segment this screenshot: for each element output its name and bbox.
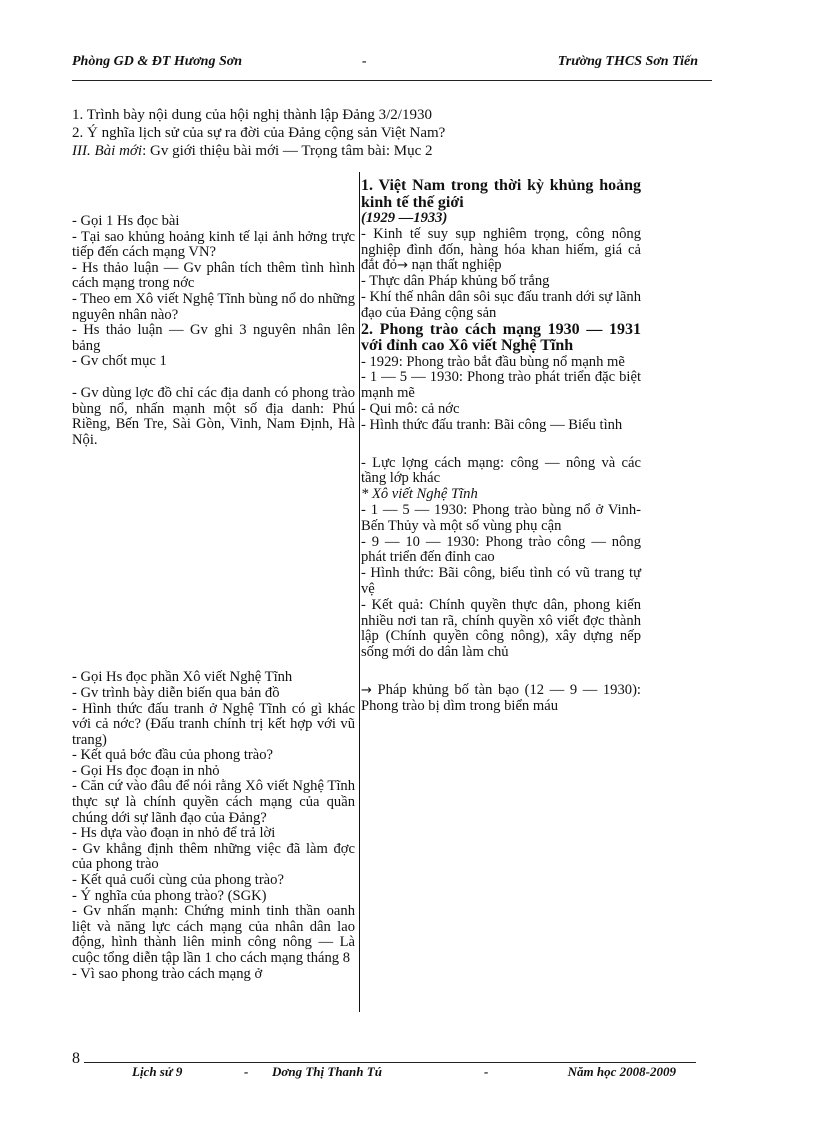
activity-item: - Gọi Hs đọc đoạn in nhỏ — [72, 762, 220, 779]
page-footer — [84, 1064, 696, 1084]
section-2-title: 2. Phong trào cách mạng 1930 — 1931 với đỉnh cao Xô viết Nghệ Tĩnh — [361, 320, 641, 355]
content-item — [361, 227, 641, 274]
footer-school-year: Năm học 2008-2009 — [567, 1064, 676, 1079]
activity-item: - Gv dùng lợc đồ chỉ các địa danh có phong trào bùng nổ, nhấn mạnh một số địa danh: Phú Riềng, Bến Tre, Sài Gòn, Vinh, Nam Định, Hà Nội. — [72, 384, 355, 448]
content-item-text: - Kinh tế suy sụp nghiêm trọng, công nông nghiệp đình đốn, hàng hóa khan hiếm, giá cả đắt đỏ — [361, 225, 641, 274]
column-divider — [359, 172, 360, 1012]
content-item: - Hình thức đấu tranh: Bãi công — Biểu tình — [361, 416, 623, 433]
activity-item: - Kết quả bớc đầu của phong trào? — [72, 747, 274, 764]
footer-divider — [84, 1062, 696, 1063]
content-item: - Qui mô: cả nớc — [361, 400, 460, 417]
activity-item: - Gv khẳng định thêm những việc đã làm đợc của phong trào — [72, 840, 355, 873]
question-1: 1. Trình bày nội dung của hội nghị thành lập Đảng 3/2/1930 — [72, 107, 432, 123]
activity-item: - Tại sao khủng hoảng kinh tế lại ảnh hởng trực tiếp đến cách mạng VN? — [72, 228, 355, 261]
footer-separator: - — [484, 1064, 489, 1079]
activity-item: - Hs thảo luận — Gv ghi 3 nguyên nhân lên bảng — [72, 322, 355, 354]
lesson-content-column — [361, 178, 641, 715]
activity-item: - Hs thảo luận — Gv phân tích thêm tình hình cách mạng trong nớc — [72, 259, 355, 292]
activity-item: - Theo em Xô viết Nghệ Tĩnh bùng nổ do những nguyên nhân nào? — [72, 290, 355, 323]
content-item: - Hình thức: Bãi công, biểu tình có vũ trang tự vệ — [361, 565, 641, 597]
teacher-activities-column — [72, 214, 355, 982]
footer-subject: Lịch sử 9 — [132, 1064, 183, 1079]
activity-item: - Gv chốt mục 1 — [72, 353, 167, 370]
page-header — [72, 50, 712, 81]
activity-item: - Kết quả cuối cùng của phong trào? — [72, 872, 284, 889]
activity-item: - Gv nhấn mạnh: Chứng minh tinh thần oanh liệt và năng lực cách mạng của nhân dân lao động, hình thành liên minh công nông — Là cuộc tổng diễn tập lần 1 cho cách mạng tháng 8 — [72, 903, 355, 966]
activity-item: - Gv trình bày diễn biến qua bản đồ — [72, 684, 280, 701]
content-item: - 9 — 10 — 1930: Phong trào công — nông phát triển đến đỉnh cao — [361, 533, 641, 566]
activity-item: - Vì sao phong trào cách mạng ở — [72, 965, 263, 982]
content-item-tail: nạn thất nghiệp — [407, 257, 502, 274]
activity-item: - Gọi 1 Hs đọc bài — [72, 213, 180, 229]
arrow-icon: → — [397, 258, 408, 274]
new-lesson-text: : Gv giới thiệu bài mới — Trọng tâm bài: Mục 2 — [142, 143, 433, 159]
content-item: - Lực lợng cách mạng: công — nông và các tầng lớp khác — [361, 454, 641, 487]
new-lesson-line — [72, 142, 732, 160]
activity-item: - Gọi Hs đọc phần Xô viết Nghệ Tĩnh — [72, 669, 293, 686]
xo-viet-nghe-tinh-title: * Xô viết Nghệ Tĩnh — [361, 486, 478, 503]
section-1-years: (1929 —1933) — [361, 210, 448, 226]
arrow-icon: → — [361, 682, 372, 698]
school-name-label: Trường THCS Sơn Tiến — [557, 54, 698, 69]
content-item: - 1 — 5 — 1930: Phong trào bùng nổ ở Vinh- Bến Thủy và một số vùng phụ cận — [361, 501, 641, 534]
activity-item: - Hs dựa vào đoạn in nhỏ để trả lời — [72, 825, 276, 842]
content-item: - Khí thế nhân dân sôi sục đấu tranh dới sự lãnh đạo của Đảng cộng sản — [361, 288, 641, 321]
intro-questions — [72, 106, 732, 160]
content-item: - Kết quả: Chính quyền thực dân, phong kiến nhiều nơi tan rã, chính quyền xô viết đợc thành lập (Chính quyền công nông), xây dựng nếp sống mới do dân làm chủ — [361, 596, 641, 661]
content-item: - 1929: Phong trào bắt đầu bùng nổ mạnh mẽ — [361, 353, 625, 370]
activity-item: - Ý nghĩa của phong trào? (SGK) — [72, 887, 267, 904]
content-item: - 1 — 5 — 1930: Phong trào phát triển đặc biệt mạnh mẽ — [361, 369, 641, 402]
header-separator: - — [362, 54, 367, 69]
page-number: 8 — [72, 1050, 80, 1067]
school-office-label: Phòng GD & ĐT Hương Sơn — [72, 54, 243, 69]
section-1-title: 1. Việt Nam trong thời kỳ khủng hoảng kinh tế thế giới — [361, 177, 641, 211]
footer-separator: - — [244, 1064, 249, 1079]
activity-item: - Căn cứ vào đâu để nói rằng Xô viết Nghệ Tĩnh thực sự là chính quyền cách mạng của quần chúng dới sự lãnh đạo của Đảng? — [72, 778, 355, 826]
content-item-text: Pháp khủng bố tàn bạo (12 — 9 — 1930): Phong trào bị dìm trong biển máu — [361, 681, 641, 714]
content-item — [361, 683, 641, 715]
content-item: - Thực dân Pháp khủng bố trắng — [361, 273, 550, 290]
question-2: 2. Ý nghĩa lịch sử của sự ra đời của Đảng cộng sản Việt Nam? — [72, 125, 446, 141]
new-lesson-label: III. Bài mới — [72, 143, 143, 159]
footer-teacher: Dơng Thị Thanh Tú — [272, 1064, 382, 1079]
activity-item: - Hình thức đấu tranh ở Nghệ Tĩnh có gì khác với cả nớc? (Đấu tranh chính trị kết hợp với vũ trang) — [72, 700, 355, 748]
